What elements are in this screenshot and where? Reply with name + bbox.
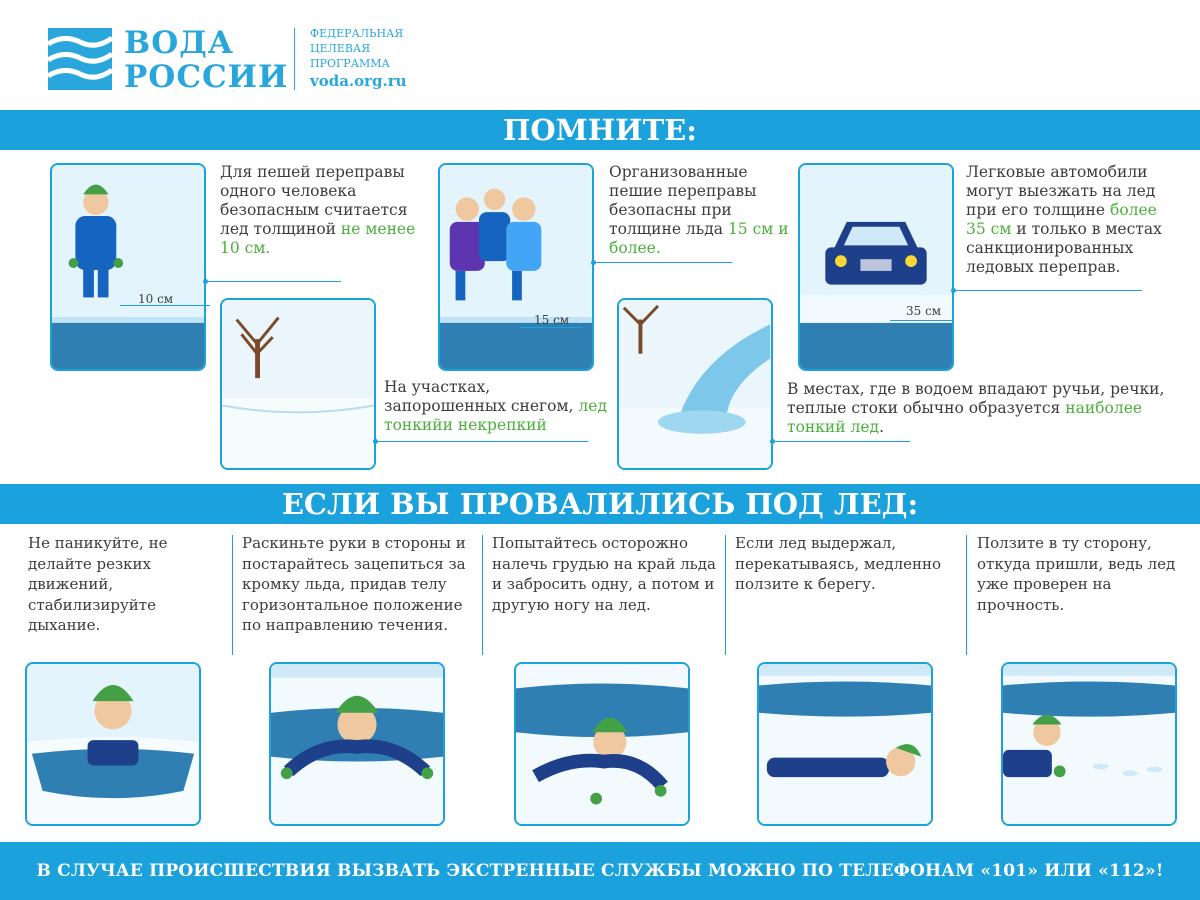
step-1-illustration: [25, 662, 201, 826]
tip-group-crossing-highlight: 15 см и более.: [609, 220, 789, 257]
stream-illustration: [617, 298, 773, 470]
single-person-illustration: [50, 163, 206, 371]
program-line2: ЦЕЛЕВАЯ: [310, 42, 371, 55]
tip-stream-ice-text: В местах, где в водоем впадают ручьи, речки, теплые стоки обычно образуется: [787, 380, 1165, 417]
fallen-banner: ЕСЛИ ВЫ ПРОВАЛИЛИСЬ ПОД ЛЕД:: [0, 484, 1200, 524]
tip-snowy-ice-highlight: лед тонкийи некрепкий: [384, 397, 607, 434]
emergency-banner: В СЛУЧАЕ ПРОИСШЕСТВИЯ ВЫЗВАТЬ ЭКСТРЕННЫЕ СЛУЖБЫ МОЖНО ПО ТЕЛЕФОНАМ «101» ИЛИ «112»!: [0, 842, 1200, 900]
step-separator-3: [725, 535, 726, 655]
tip-group-crossing: [609, 163, 789, 258]
measure-label-15: 15 см: [534, 313, 570, 327]
measure-label-10: 10 см: [138, 292, 174, 306]
tip-car-tail: и только в местах санкционированных ледовых переправ.: [966, 220, 1162, 276]
waves-logo-icon: [48, 28, 112, 90]
car-illustration: [798, 163, 954, 371]
step-2-illustration: [269, 662, 445, 826]
logo-title: [124, 26, 288, 94]
tip1-dot: [203, 279, 208, 284]
logo-divider: [294, 28, 295, 90]
tip4-leader: [376, 441, 588, 442]
group-illustration: [438, 163, 594, 371]
step-1-text: Не паникуйте, не делайте резких движений, стабилизируйте дыхание.: [28, 534, 168, 634]
tip-snowy-ice-text: На участках, запорошенных снегом,: [384, 378, 574, 415]
step-4-text: Если лед выдержал, перекатываясь, медленно ползите к берегу.: [735, 534, 942, 593]
program-line1: ФЕДЕРАЛЬНАЯ: [310, 27, 404, 40]
logo-title-line2: РОССИИ: [124, 59, 289, 95]
step-3-illustration: [514, 662, 690, 826]
tip-car-highlight: более 35 см: [966, 201, 1157, 238]
site-url[interactable]: voda.org.ru: [310, 72, 407, 90]
tip-single-person: [220, 163, 430, 258]
tip-stream-ice-tail: .: [879, 418, 885, 436]
snowy-ice-illustration: [220, 298, 376, 470]
step-5-text: Ползите в ту сторону, откуда пришли, ведь лед уже проверен на прочность.: [977, 534, 1176, 614]
tip2-dot: [591, 260, 596, 265]
tip3-leader: [954, 290, 1142, 291]
step-separator-2: [482, 535, 483, 655]
step-4-illustration: [757, 662, 933, 826]
step-separator-1: [232, 535, 233, 655]
program-label: [310, 26, 403, 71]
measure-label-35: 35 см: [906, 304, 942, 318]
tip-single-person-highlight: не менее 10 см.: [220, 220, 416, 257]
logo-title-line1: ВОДА: [124, 25, 235, 61]
program-line3: ПРОГРАММА: [310, 57, 390, 70]
tip5-leader: [773, 441, 910, 442]
tip-stream-ice: [787, 380, 1167, 437]
tip5-dot: [770, 439, 775, 444]
tip-stream-ice-highlight: наиболее тонкий лед: [787, 399, 1143, 436]
tip4-dot: [373, 439, 378, 444]
tip-snowy-ice: [384, 378, 609, 435]
tip-group-crossing-text: Организованные пешие переправы безопасны при толщине льда: [609, 163, 757, 238]
remember-banner: ПОМНИТЕ:: [0, 110, 1200, 150]
tip-car-text: Легковые автомобили могут выезжать на лед при его толщине: [966, 163, 1156, 219]
tip2-leader: [594, 262, 732, 263]
logo: [48, 26, 428, 96]
step-2-text: Раскиньте руки в стороны и постарайтесь зацепиться за кромку льда, придав телу горизонтальное положение по направлению течения.: [242, 534, 466, 634]
tip1-leader: [206, 281, 341, 282]
step-separator-4: [966, 535, 967, 655]
step-5-illustration: [1001, 662, 1177, 826]
step-3-text: Попытайтесь осторожно налечь грудью на край льда и забросить одну, а потом и другую ногу на лед.: [492, 534, 716, 614]
tip-single-person-text: Для пешей переправы одного человека безопасным считается лед толщиной: [220, 163, 408, 238]
tip-car: [966, 163, 1176, 277]
tip3-dot: [951, 288, 956, 293]
